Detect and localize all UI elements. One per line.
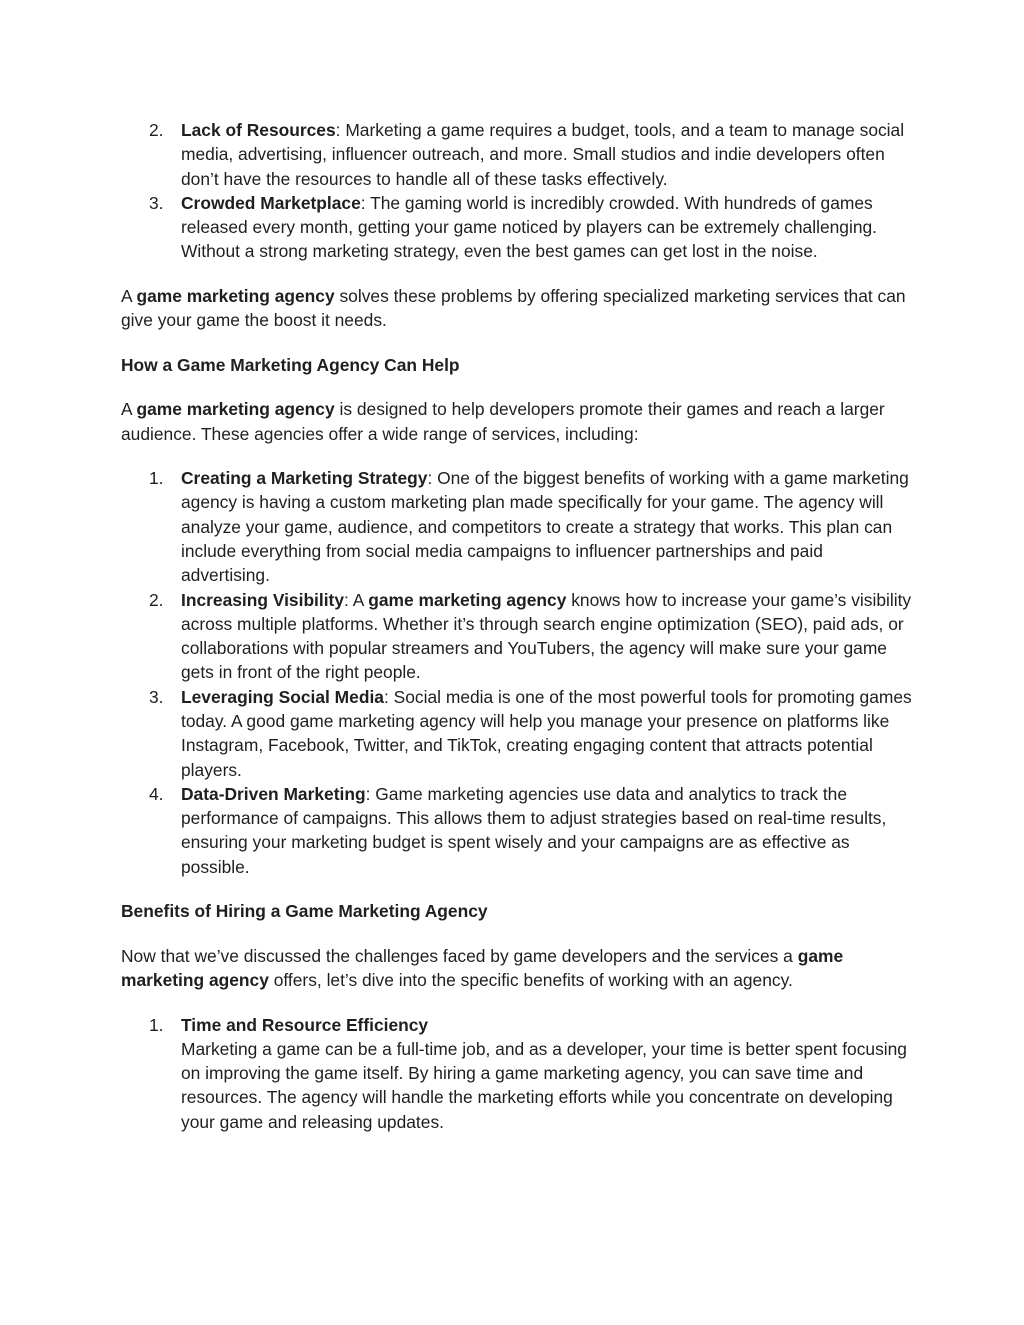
text: Now that we’ve discussed the challenges faced by game developers and the services a (121, 945, 798, 966)
list-number: 3. (149, 686, 164, 707)
list-number: 3. (149, 192, 164, 213)
paragraph (121, 944, 914, 993)
item-title: Data-Driven Marketing (181, 783, 366, 804)
challenges-list (121, 118, 914, 264)
item-title: Creating a Marketing Strategy (181, 468, 428, 489)
item-text: : The gaming world is incredibly crowded. With hundreds of games released every month, getting your game noticed by players can be extremely challenging. Without a strong marketing strategy, even the best games can get lost in the noise. (181, 192, 878, 262)
bold-term: game marketing agency (121, 945, 844, 991)
list-item (121, 685, 914, 782)
item-text: : A (344, 589, 369, 610)
list-number: 2. (149, 120, 164, 140)
item-title: Increasing Visibility (181, 589, 345, 610)
text: A (121, 285, 137, 306)
list-item (121, 782, 914, 879)
list-item (121, 1013, 914, 1134)
bold-term: game marketing agency (136, 285, 335, 306)
list-number: 1. (149, 468, 164, 489)
list-item (121, 118, 914, 191)
list-item (121, 191, 914, 264)
paragraph (121, 397, 914, 446)
item-text: : Social media is one of the most powerful tools for promoting games today. A good game marketing agency will help you manage your presence on platforms like Instagram, Facebook, Twitter, and TikTok, creating engaging content that attracts potential players. (181, 686, 912, 780)
bold-term: game marketing agency (136, 399, 335, 420)
list-number: 1. (149, 1014, 164, 1035)
benefits-list (121, 1013, 914, 1134)
item-title: Leveraging Social Media (181, 686, 384, 707)
section-heading: Benefits of Hiring a Game Marketing Agency (121, 901, 488, 922)
item-title: Time and Resource Efficiency (181, 1014, 429, 1035)
item-text: : Marketing a game requires a budget, tools, and a team to manage social media, advertising, influencer outreach, and more. Small studios and indie developers often don’t have the resources to handle all of these tasks effectively. (181, 120, 905, 189)
item-text: : Game marketing agencies use data and analytics to track the performance of campaigns. This allows them to adjust strategies based on real-time results, ensuring your marketing budget is spent wisely and your campaigns are as effective as possible. (181, 783, 887, 877)
item-title: Lack of Resources (181, 120, 336, 140)
list-item (121, 588, 914, 685)
text: is designed to help developers promote their games and reach a larger audience. These agencies offer a wide range of services, including: (121, 399, 885, 444)
item-title: Crowded Marketplace (181, 192, 361, 213)
list-number: 4. (149, 783, 164, 804)
list-number: 2. (149, 589, 164, 610)
bold-term: game marketing agency (368, 589, 567, 610)
text: offers, let’s dive into the specific benefits of working with an agency. (268, 970, 793, 991)
paragraph (121, 284, 914, 333)
list-item (121, 466, 914, 587)
text: solves these problems by offering specialized marketing services that can give your game the boost it needs. (121, 285, 906, 331)
item-text: knows how to increase your game’s visibility across multiple platforms. Whether it’s through search engine optimization (SEO), paid ads, or collaborations with popular streamers and YouTubers, the agency will make sure your game gets in front of the right people. (181, 589, 912, 683)
section-heading: How a Game Marketing Agency Can Help (121, 354, 460, 375)
item-text: Marketing a game can be a full-time job, and as a developer, your time is better spent focusing on improving the game itself. By hiring a game marketing agency, you can save time and resources. The agency will handle the marketing efforts while you concentrate on developing your game and releasing updates. (181, 1038, 907, 1132)
item-text: : One of the biggest benefits of working with a game marketing agency is having a custom marketing plan made specifically for your game. The agency will analyze your game, audience, and competitors to create a strategy that works. This plan can include everything from social media campaigns to influencer partnerships and paid advertising. (181, 468, 909, 586)
text: A (121, 399, 137, 420)
services-list (121, 466, 914, 879)
